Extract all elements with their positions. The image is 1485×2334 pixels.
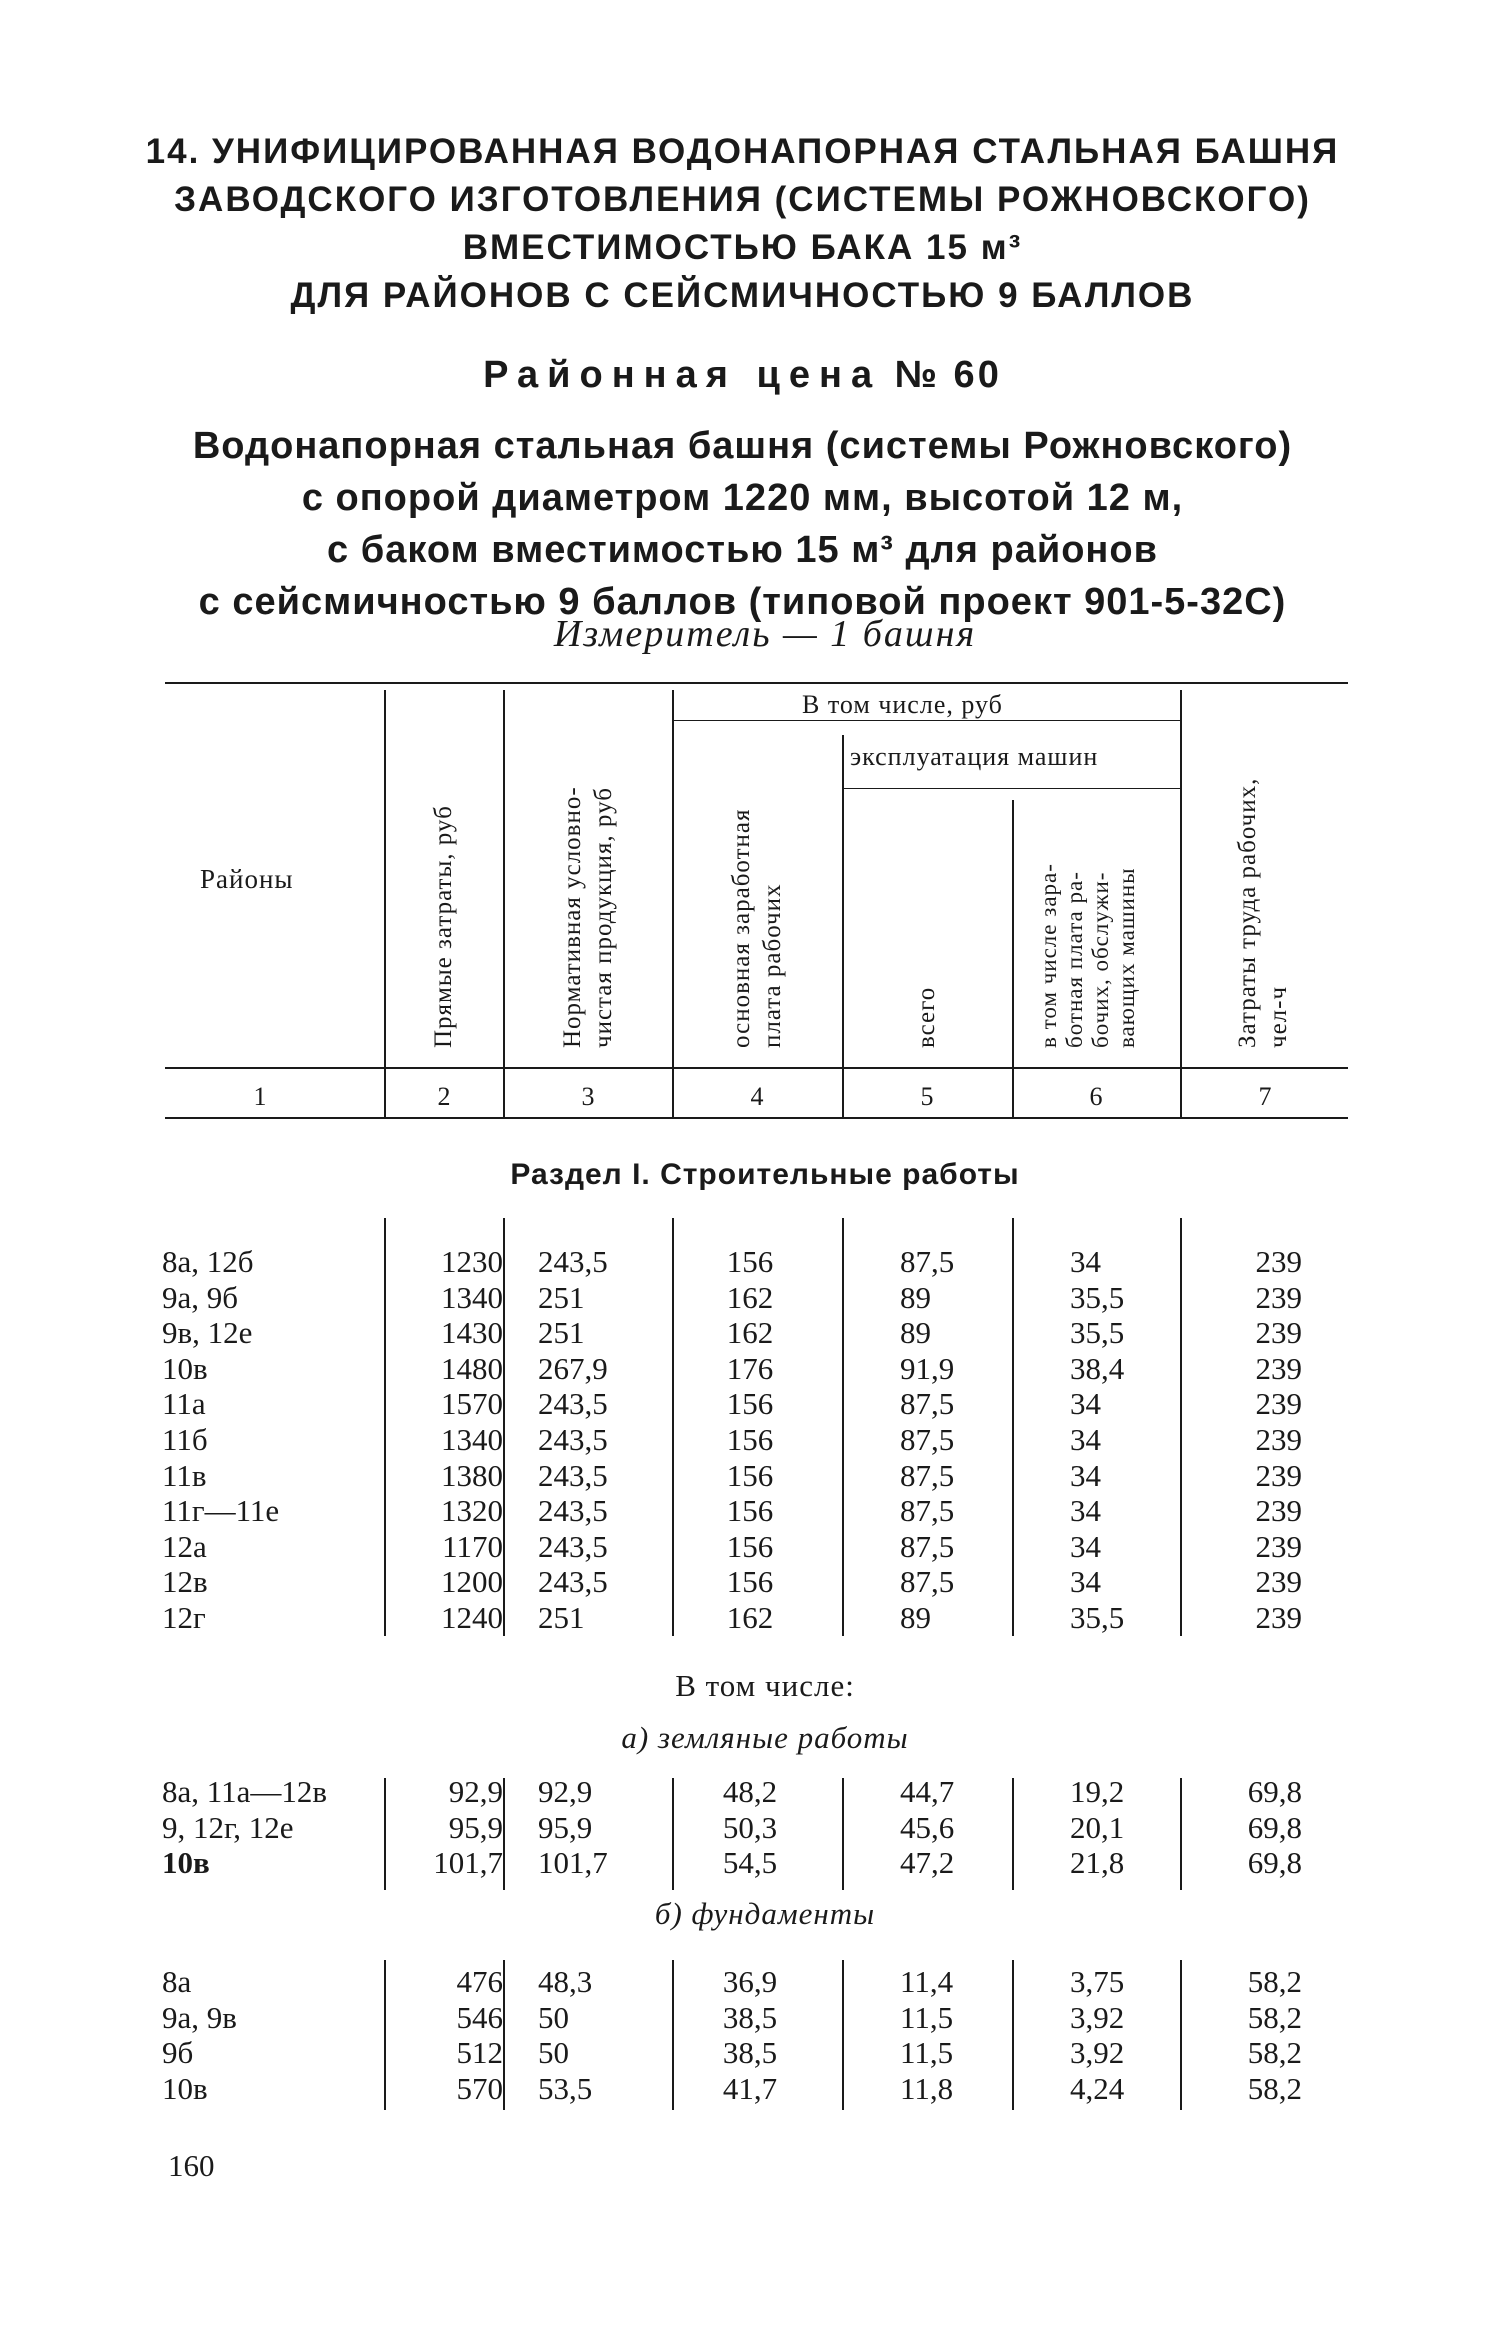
table-cell-col-7: 239: [1255, 1386, 1302, 1422]
normative-line-2: чистая продукция, руб: [590, 787, 617, 1048]
title-line-3: с баком вместимостью 15 м³ для районов: [327, 529, 1158, 571]
normative-header: [557, 786, 619, 1048]
table-cell-col-2: 1570: [441, 1386, 503, 1422]
table-cell-col-2: 512: [456, 2035, 503, 2071]
table-cell-col-7: 69,8: [1247, 1845, 1302, 1881]
table-cell-col-6: 3,92: [1070, 2035, 1125, 2071]
table-cell-col-6: 38,4: [1070, 1350, 1125, 1386]
table-cell-col-7: 239: [1255, 1422, 1302, 1457]
colnum-4: 4: [750, 1082, 764, 1111]
table-cell-col-1: 8а, 12б: [162, 1244, 254, 1279]
table-cell-col-4: 156: [726, 1564, 774, 1600]
table-cell-col-3: 50: [538, 1999, 569, 2035]
table-cell-col-5: 47,2: [900, 1845, 955, 1881]
table-row: [0, 1386, 1485, 1422]
table-row: [0, 1600, 1485, 1636]
table-cell-col-7: 239: [1255, 1457, 1302, 1493]
colnum-2: 2: [437, 1082, 451, 1111]
table-cell-col-2: 570: [456, 2070, 503, 2106]
table-cell-col-3: 243,5: [538, 1564, 608, 1600]
machine-wages-line-1: в том числе зара-: [1036, 863, 1061, 1048]
heading-line-4: ДЛЯ РАЙОНОВ С СЕЙСМИЧНОСТЬЮ 9 БАЛЛОВ: [290, 276, 1195, 315]
table-cell-col-4: 156: [726, 1528, 774, 1564]
table-cell-col-2: 1320: [441, 1493, 503, 1529]
table-cell-col-7: 69,8: [1247, 1809, 1302, 1845]
foundations-title: б) фундаменты: [654, 1896, 876, 1931]
header-divider: [672, 690, 674, 1117]
table-cell-col-6: 35,5: [1070, 1279, 1125, 1315]
table-row: [0, 2035, 1485, 2071]
table-cell-col-3: 251: [538, 1279, 585, 1315]
table-row: [0, 1845, 1485, 1881]
table-cell-col-7: 239: [1255, 1244, 1302, 1279]
title-line-4: с сейсмичностью 9 баллов (типовой проект 901-5-32С): [198, 581, 1287, 623]
table-cell-col-5: 87,5: [900, 1244, 955, 1279]
including-header: В том числе, руб: [802, 690, 1003, 719]
table-cell-col-5: 87,5: [900, 1564, 955, 1600]
table-cell-col-3: 243,5: [538, 1422, 608, 1457]
table-cell-col-2: 1340: [441, 1422, 503, 1457]
table-row: [0, 2000, 1485, 2036]
table-cell-col-7: 239: [1255, 1279, 1302, 1315]
table-cell-col-1: 10в: [162, 2070, 208, 2106]
machines-total-header: всего: [913, 986, 940, 1048]
table-cell-col-2: 101,7: [433, 1845, 503, 1881]
table-cell-col-7: 69,8: [1247, 1774, 1302, 1809]
regions-header: Районы: [200, 864, 294, 894]
normative-line-1: Нормативная условно-: [559, 786, 586, 1048]
price-label: Районная цена: [483, 354, 882, 396]
table-row: [0, 1964, 1485, 2000]
table-cell-col-1: 9в, 12е: [162, 1315, 253, 1351]
table-cell-col-6: 34: [1070, 1493, 1101, 1529]
heading-line-3: ВМЕСТИМОСТЬЮ БАКА 15 м³: [462, 228, 1023, 267]
table-cell-col-7: 239: [1255, 1600, 1302, 1635]
table-cell-col-7: 239: [1255, 1493, 1302, 1529]
table-cell-col-3: 101,7: [538, 1845, 608, 1881]
table-cell-col-2: 1480: [441, 1350, 503, 1386]
table-cell-col-4: 162: [726, 1315, 774, 1351]
table-cell-col-3: 243,5: [538, 1457, 608, 1493]
table-cell-col-1: 12а: [162, 1528, 207, 1564]
table-cell-col-4: 36,9: [722, 1964, 778, 1999]
heading-line-1: 14. УНИФИЦИРОВАННАЯ ВОДОНАПОРНАЯ СТАЛЬНАЯ БАШНЯ: [145, 132, 1340, 171]
labor-line-2: чел-ч: [1265, 985, 1292, 1048]
machines-rule: [842, 788, 1180, 789]
colnum-bottom-rule: [165, 1117, 1348, 1119]
page-number: 160: [168, 2148, 215, 2183]
table-cell-col-3: 251: [538, 1315, 585, 1351]
table-row: [0, 1810, 1485, 1846]
table-cell-col-7: 239: [1255, 1315, 1302, 1351]
table-row: [0, 1458, 1485, 1494]
colnum-1: 1: [253, 1082, 267, 1111]
table-cell-col-6: 34: [1070, 1528, 1101, 1564]
table-cell-col-2: 92,9: [448, 1774, 503, 1809]
header-bottom-rule: [165, 1067, 1348, 1069]
table-row: [0, 1493, 1485, 1529]
table-row: [0, 1351, 1485, 1387]
table-cell-col-1: 11б: [162, 1422, 208, 1457]
table-cell-col-2: 1230: [441, 1244, 503, 1279]
table-cell-col-6: 21,8: [1070, 1845, 1125, 1881]
heading-line-2: ЗАВОДСКОГО ИЗГОТОВЛЕНИЯ (СИСТЕМЫ РОЖНОВСКОГО): [174, 180, 1311, 219]
header-divider: [1180, 690, 1182, 1117]
table-cell-col-1: 11в: [162, 1457, 207, 1493]
colnum-3: 3: [581, 1082, 595, 1111]
table-cell-col-1: 12г: [162, 1600, 206, 1635]
table-row: [0, 1422, 1485, 1458]
table-cell-col-5: 87,5: [900, 1386, 955, 1422]
table-cell-col-5: 87,5: [900, 1422, 955, 1457]
table-row: [0, 1774, 1485, 1810]
machines-header: эксплуатация машин: [850, 742, 1099, 771]
table-cell-col-4: 48,2: [722, 1774, 778, 1809]
table-cell-col-4: 156: [726, 1493, 774, 1529]
document-heading: [130, 128, 1355, 320]
table-cell-col-3: 243,5: [538, 1386, 608, 1422]
table-cell-col-1: 12в: [162, 1564, 208, 1600]
table-cell-col-6: 20,1: [1070, 1809, 1125, 1845]
header-divider: [503, 690, 505, 1117]
table-cell-col-5: 87,5: [900, 1457, 955, 1493]
table-cell-col-2: 1340: [441, 1279, 503, 1315]
table-cell-col-3: 251: [538, 1600, 585, 1635]
table-cell-col-6: 34: [1070, 1244, 1101, 1279]
header-divider: [384, 690, 386, 1117]
table-cell-col-2: 1200: [441, 1564, 503, 1600]
table-cell-col-5: 89: [900, 1315, 931, 1351]
wages-line-2: плата рабочих: [759, 883, 786, 1048]
section-1-title: Раздел I. Строительные работы: [510, 1158, 1020, 1191]
table-cell-col-7: 239: [1255, 1350, 1302, 1386]
table-cell-col-1: 11г—11е: [162, 1493, 280, 1529]
table-cell-col-5: 11,5: [900, 2035, 954, 2071]
table-cell-col-5: 44,7: [900, 1774, 955, 1809]
table-cell-col-5: 89: [900, 1279, 931, 1315]
table-cell-col-4: 38,5: [722, 2035, 778, 2071]
labor-line-1: Затраты труда рабочих,: [1234, 777, 1261, 1048]
table-cell-col-3: 243,5: [538, 1493, 608, 1529]
header-divider: [842, 735, 844, 1117]
table-cell-col-3: 92,9: [538, 1774, 593, 1809]
table-cell-col-2: 1380: [441, 1457, 503, 1493]
table-cell-col-3: 243,5: [538, 1528, 608, 1564]
table-cell-col-7: 58,2: [1247, 2070, 1302, 2106]
table-cell-col-2: 546: [456, 1999, 503, 2035]
price-title: [130, 420, 1355, 628]
table-cell-col-3: 243,5: [538, 1244, 608, 1279]
table-cell-col-7: 239: [1255, 1528, 1302, 1564]
including-rule: [672, 720, 1180, 721]
table-cell-col-1: 9а, 9в: [162, 1999, 237, 2035]
table-cell-col-2: 1240: [441, 1600, 503, 1635]
table-cell-col-5: 89: [900, 1600, 931, 1635]
table-cell-col-1: 10в: [162, 1350, 208, 1386]
wages-header: [726, 809, 788, 1048]
table-cell-col-3: 267,9: [538, 1350, 608, 1386]
table-cell-col-6: 35,5: [1070, 1600, 1125, 1635]
machine-wages-line-4: вающих машины: [1114, 867, 1139, 1048]
table-row: [0, 1564, 1485, 1600]
table-cell-col-4: 156: [726, 1457, 774, 1493]
labor-header: [1232, 778, 1294, 1048]
table-cell-col-1: 8а, 11а—12в: [162, 1774, 328, 1809]
table-cell-col-7: 239: [1255, 1564, 1302, 1600]
table-cell-col-3: 50: [538, 2035, 569, 2071]
table-row: [0, 1529, 1485, 1565]
measure-unit: Измеритель — 1 башня: [553, 613, 977, 655]
machine-wages-line-3: бочих, обслужи-: [1088, 871, 1113, 1048]
table-cell-col-6: 34: [1070, 1457, 1101, 1493]
earthworks-title: а) земляные работы: [621, 1720, 909, 1755]
table-cell-col-6: 3,75: [1070, 1964, 1125, 1999]
table-cell-col-4: 38,5: [722, 1999, 778, 2035]
table-cell-col-1: 9б: [162, 2035, 194, 2071]
table-cell-col-5: 11,4: [900, 1964, 954, 1999]
table-cell-col-4: 50,3: [722, 1809, 778, 1845]
table-cell-col-6: 34: [1070, 1564, 1101, 1600]
table-cell-col-1: 11а: [162, 1386, 206, 1422]
table-cell-col-3: 48,3: [538, 1964, 593, 1999]
table-cell-col-6: 4,24: [1070, 2070, 1125, 2106]
table-row: [0, 1315, 1485, 1351]
table-cell-col-4: 162: [726, 1279, 774, 1315]
table-cell-col-4: 162: [726, 1600, 774, 1635]
machine-wages-header: [1036, 863, 1140, 1048]
wages-line-1: основная заработная: [728, 808, 755, 1048]
table-cell-col-2: 95,9: [448, 1809, 503, 1845]
table-cell-col-1: 9, 12г, 12е: [162, 1809, 294, 1845]
table-cell-col-5: 11,8: [900, 2070, 954, 2106]
price-heading: [130, 354, 1355, 397]
table-cell-col-6: 35,5: [1070, 1315, 1125, 1351]
including-label: В том числе:: [675, 1668, 855, 1703]
header-top-rule: [165, 682, 1348, 684]
table-cell-col-6: 34: [1070, 1422, 1101, 1457]
table-cell-col-2: 1430: [441, 1315, 503, 1351]
direct-costs-header: Прямые затраты, руб: [430, 805, 457, 1048]
table-cell-col-7: 58,2: [1247, 2035, 1302, 2071]
table-cell-col-4: 156: [726, 1244, 774, 1279]
table-cell-col-1: 9а, 9б: [162, 1279, 239, 1315]
table-row: [0, 1244, 1485, 1280]
table-cell-col-5: 91,9: [900, 1350, 955, 1386]
header-divider: [1012, 800, 1014, 1117]
table-cell-col-1: 10в: [162, 1845, 210, 1881]
colnum-7: 7: [1258, 1082, 1272, 1111]
table-cell-col-5: 87,5: [900, 1493, 955, 1529]
table-cell-col-4: 156: [726, 1386, 774, 1422]
table-cell-col-2: 1170: [442, 1528, 503, 1564]
table-cell-col-6: 3,92: [1070, 1999, 1125, 2035]
table-cell-col-6: 34: [1070, 1386, 1101, 1422]
table-cell-col-5: 45,6: [900, 1809, 955, 1845]
table-cell-col-2: 476: [456, 1964, 503, 1999]
table-cell-col-7: 58,2: [1247, 1999, 1302, 2035]
table-cell-col-7: 58,2: [1247, 1964, 1302, 1999]
table-cell-col-5: 87,5: [900, 1528, 955, 1564]
colnum-5: 5: [920, 1082, 934, 1111]
table-cell-col-4: 156: [726, 1422, 774, 1457]
price-number: № 60: [894, 354, 1002, 396]
table-cell-col-4: 41,7: [722, 2070, 778, 2106]
colnum-6: 6: [1089, 1082, 1103, 1111]
table-row: [0, 1280, 1485, 1316]
title-line-1: Водонапорная стальная башня (системы Рожновского): [192, 425, 1293, 467]
table-cell-col-5: 11,5: [900, 1999, 954, 2035]
title-line-2: с опорой диаметром 1220 мм, высотой 12 м,: [301, 477, 1184, 519]
table-cell-col-3: 95,9: [538, 1809, 593, 1845]
table-cell-col-3: 53,5: [538, 2070, 593, 2106]
machine-wages-line-2: ботная плата ра-: [1062, 871, 1087, 1048]
table-cell-col-6: 19,2: [1070, 1774, 1125, 1809]
table-row: [0, 2071, 1485, 2107]
table-cell-col-1: 8а: [162, 1964, 192, 1999]
table-cell-col-4: 54,5: [722, 1845, 778, 1881]
table-cell-col-4: 176: [726, 1350, 774, 1386]
